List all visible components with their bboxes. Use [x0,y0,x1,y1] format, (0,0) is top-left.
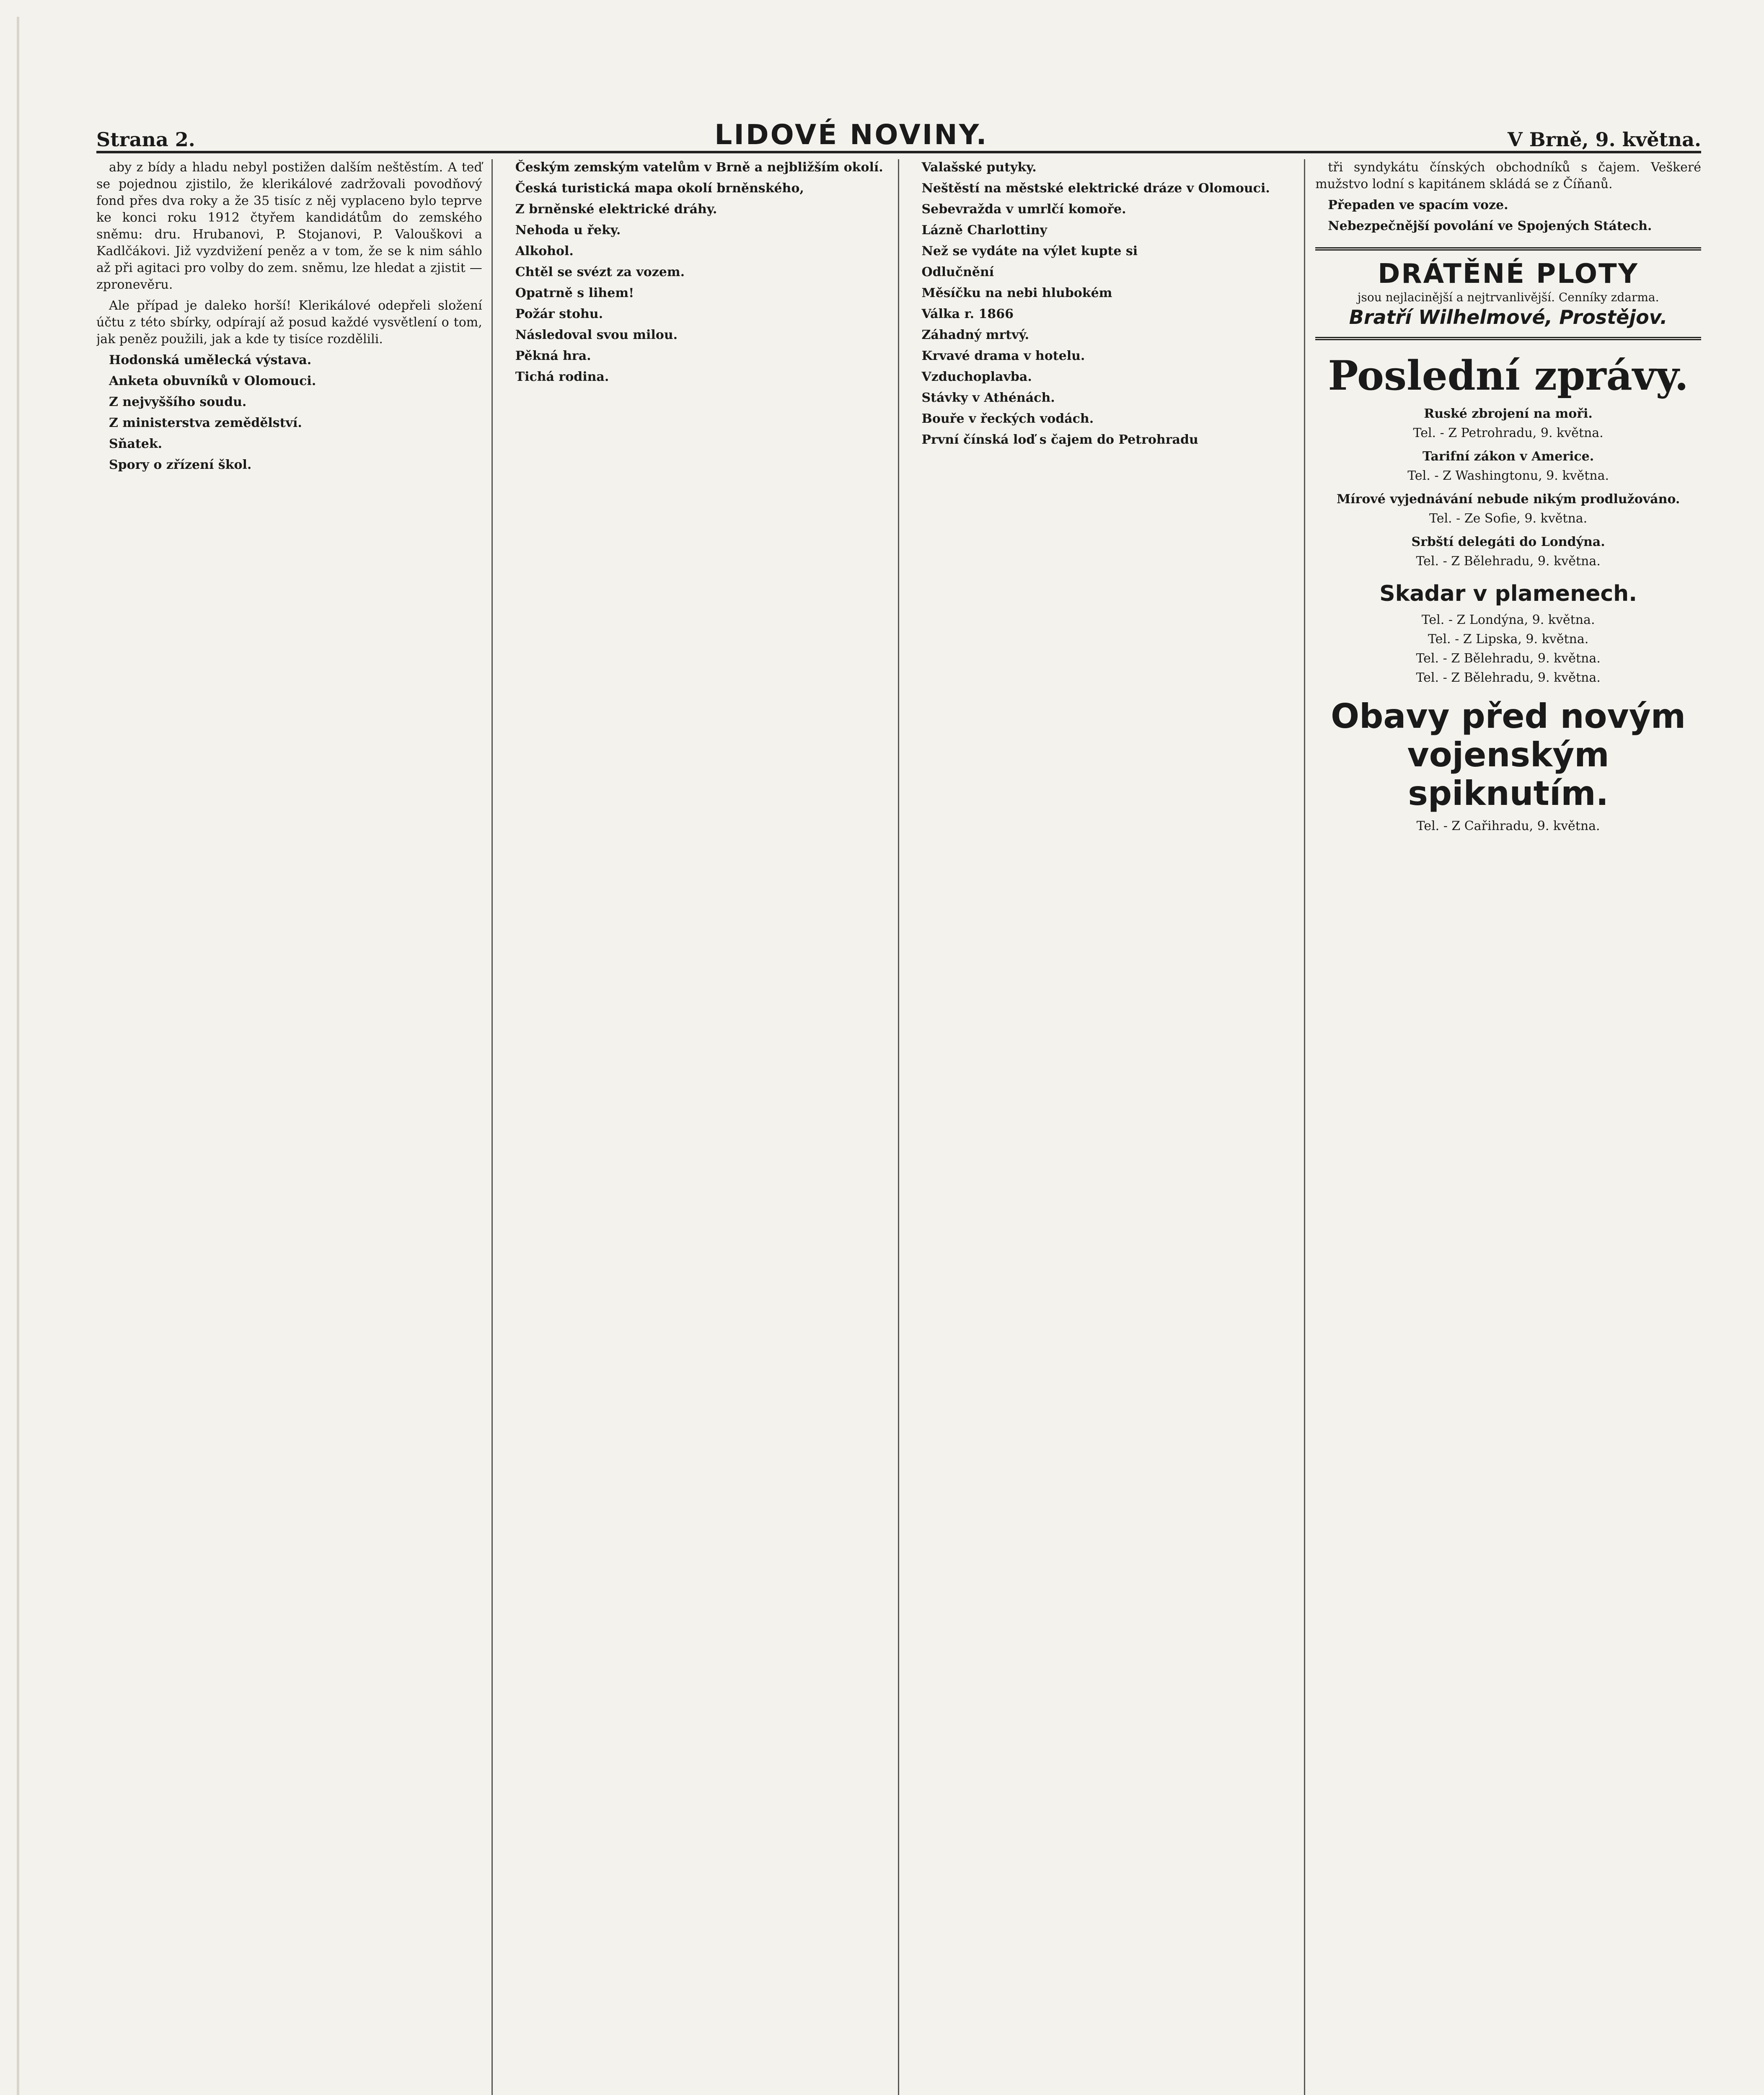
article-heading: Hodonská umělecká výstava. [109,353,312,367]
dateline-telegram: Tel. - Z Bělehradu, 9. května. [1416,651,1601,666]
article-heading: Tichá rodina. [515,370,609,384]
ad-brand: Bratří Wilhelmové, Prostějov. [1349,306,1668,328]
column-3 [909,159,1306,2095]
article-heading: Nebezpečnější povolání ve Spojených Státech. [1328,219,1652,233]
article-heading: První čínská loď s čajem do Petrohradu [921,432,1198,447]
news-heading: Srbští delegáti do Londýna. [1411,535,1605,549]
article-heading: Spory o zřízení škol. [109,458,252,472]
dateline: V Brně, 9. května. [1508,128,1701,151]
section-title-obavy: Obavy před novým vojenským spiknutím. [1331,697,1686,813]
article-heading: Lázně Charlottiny [921,223,1048,238]
column-2 [503,159,899,2095]
article-heading: Neštěstí na městské elektrické dráze v Olomouci. [921,181,1270,196]
dateline-telegram: Tel. - Z Bělehradu, 9. května. [1416,670,1601,685]
article-heading: Požár stohu. [515,307,603,321]
article-heading: Pěkná hra. [515,349,591,363]
dateline-telegram: Tel. - Z Cařihradu, 9. května. [1416,819,1600,833]
article-heading: Chtěl se svézt za vozem. [515,265,685,279]
article-heading: Alkohol. [515,244,574,259]
article-heading: Z ministerstva zemědělství. [109,416,302,430]
article-heading: Odlučnění [921,265,994,279]
column-4 [1315,159,1701,2095]
columns [96,159,1701,2095]
news-heading: Tarifní zákon v Americe. [1423,449,1594,464]
dateline-telegram: Tel. - Z Londýna, 9. května. [1421,613,1595,627]
article-heading: Sebevražda v umrlčí komoře. [921,202,1126,217]
news-heading: Ruské zbrojení na moři. [1424,406,1593,421]
article-heading: Bouře v řeckých vodách. [921,411,1094,426]
article-heading: Než se vydáte na výlet kupte si [921,244,1138,259]
ad-title: DRÁTĚNÉ PLOTY [1378,259,1639,290]
section-title-skadar: Skadar v plamenech. [1379,581,1637,606]
article-heading: Opatrně s lihem! [515,286,634,300]
article-heading: Měsíčku na nebi hlubokém [921,286,1112,300]
page-number: Strana 2. [96,128,195,151]
article-paragraph: Ale případ je daleko horší! Klerikálové odepřeli složení účtu z této sbírky, odpírají až posud každé vysvětlení o tom, jak peněz použili, jak a kde ty tisíce rozdělili. [96,298,482,347]
masthead: LIDOVÉ NOVINY. [714,119,988,151]
news-heading: Mírové vyjednávání nebude nikým prodlužováno. [1336,492,1680,507]
dateline-telegram: Tel. - Z Bělehradu, 9. května. [1416,554,1601,569]
article-heading: Z nejvyššího soudu. [109,395,247,409]
section-title-latest-news: Poslední zprávy. [1328,352,1689,399]
article-heading: Následoval svou milou. [515,328,678,342]
article-heading: Valašské putyky. [921,160,1037,175]
page-header [96,117,1701,153]
article-paragraph: tři syndykátu čínských obchodníků s čajem. Veškeré mužstvo lodní s kapitánem skládá se z Číňanů. [1315,160,1701,191]
article-heading: Krvavé drama v hotelu. [921,349,1085,363]
article-heading: Záhadný mrtvý. [921,328,1029,342]
article-heading: Z brněnské elektrické dráhy. [515,202,717,217]
article-paragraph: aby z bídy a hladu nebyl postižen dalším neštěstím. A teď se pojednou zjistilo, že klerikálové zadržovali povodňový fond přes dva roky a že 35 tisíc z něj vyplaceno bylo teprve ke konci roku 1912 čtyřem kandidátům do zemského sněmu: dru. Hrubanovi, P. Stojanovi, P. Valouškovi a Kadlčákovi. Již vyzdvižení peněz a v tom, že se k nim sáhlo až při agitaci pro volby do zem. sněmu, lze hledat a zjistit — zpronevěru. [96,160,482,292]
dateline-telegram: Tel. - Ze Sofie, 9. května. [1429,511,1588,526]
dateline-telegram: Tel. - Z Petrohradu, 9. května. [1413,426,1604,440]
ad-tagline: jsou nejlacinější a nejtrvanlivější. Cenníky zdarma. [1357,290,1659,304]
article-heading: Česká turistická mapa okolí brněnského, [515,181,804,196]
advertisement [1315,247,1701,340]
article-heading: Stávky v Athénách. [921,391,1055,405]
dateline-telegram: Tel. - Z Lipska, 9. května. [1428,632,1589,647]
article-heading: Přepaden ve spacím voze. [1328,198,1508,212]
article-heading: Sňatek. [109,437,163,451]
column-1 [96,159,493,2095]
article-heading: Anketa obuvníků v Olomouci. [109,374,316,388]
article-heading: Válka r. 1866 [921,307,1014,321]
article-heading: Nehoda u řeky. [515,223,621,238]
article-heading: Vzduchoplavba. [921,370,1032,384]
dateline-telegram: Tel. - Z Washingtonu, 9. května. [1407,468,1609,483]
article-heading: Českým zemským vatelům v Brně a nejbližším okolí. [515,160,883,175]
